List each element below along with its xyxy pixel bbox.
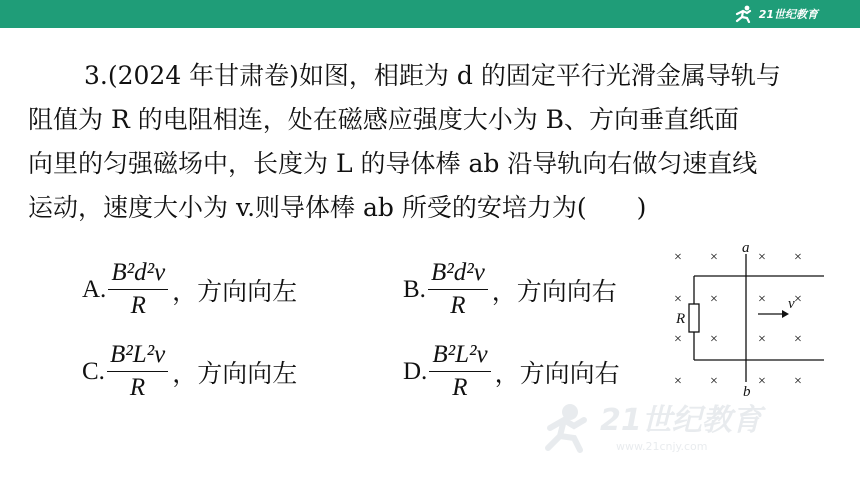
svg-text:×: × [710,250,718,265]
label-v: v [788,296,795,312]
option-direction: ，方向向左 [172,358,298,388]
fraction-numerator: B²L²v [107,340,168,372]
svg-text:×: × [794,332,802,347]
fraction-denominator: R [130,292,146,319]
svg-text:×: × [758,374,766,389]
fraction-denominator: R [129,374,146,401]
svg-text:×: × [710,332,718,347]
question-line-1: 3.(2024 年甘肃卷)如图，相距为 d 的固定平行光滑金属导轨与 [84,61,781,90]
runner-icon [733,5,755,23]
watermark-text: 21世纪教育 [600,403,762,438]
svg-text:×: × [674,292,682,307]
option-fraction [428,258,488,321]
svg-text:×: × [674,332,682,347]
option-c[interactable] [82,340,297,403]
option-direction: ，方向向右 [494,358,620,388]
option-letter: A. [82,275,107,303]
option-letter: B. [403,275,426,303]
question-line-3: 向里的匀强磁场中，长度为 L 的导体棒 ab 沿导轨向右做匀速直线 [28,149,758,178]
svg-text:×: × [794,374,802,389]
question-line-2: 阻值为 R 的电阻相连，处在磁感应强度大小为 B、方向垂直纸面 [28,105,740,134]
svg-text:×: × [674,374,682,389]
question-line-4: 运动，速度大小为 v.则导体棒 ab 所受的安培力为( ) [28,193,647,222]
label-r: R [676,311,686,327]
rails-and-resistor [689,254,824,382]
option-letter: C. [82,357,105,385]
option-direction: ，方向向左 [172,276,298,306]
circuit-diagram [664,240,830,400]
header-bar [0,0,860,28]
option-b[interactable] [403,258,617,321]
svg-text:×: × [758,332,766,347]
site-logo [733,4,818,24]
watermark-url: www.21cnjy.com [616,440,708,453]
label-b: b [743,384,751,400]
svg-text:×: × [794,292,802,307]
option-a[interactable] [82,258,297,321]
fraction-denominator: R [452,374,468,401]
watermark [540,390,820,460]
fraction-numerator: B²L²v [429,340,490,372]
option-fraction [107,340,168,403]
fraction-numerator: B²d²v [108,258,168,290]
option-direction: ，方向向右 [491,276,617,306]
logo-text: 21世纪教育 [758,8,818,21]
question-text [28,54,848,230]
svg-text:×: × [710,374,718,389]
svg-text:×: × [674,250,682,265]
svg-text:×: × [794,250,802,265]
fraction-numerator: B²d²v [428,258,488,290]
option-fraction [108,258,168,321]
option-fraction [429,340,490,403]
fraction-denominator: R [450,292,466,319]
svg-text:×: × [758,292,766,307]
svg-text:×: × [710,292,718,307]
svg-text:×: × [758,250,766,265]
label-a: a [742,240,750,256]
option-letter: D. [403,357,428,385]
